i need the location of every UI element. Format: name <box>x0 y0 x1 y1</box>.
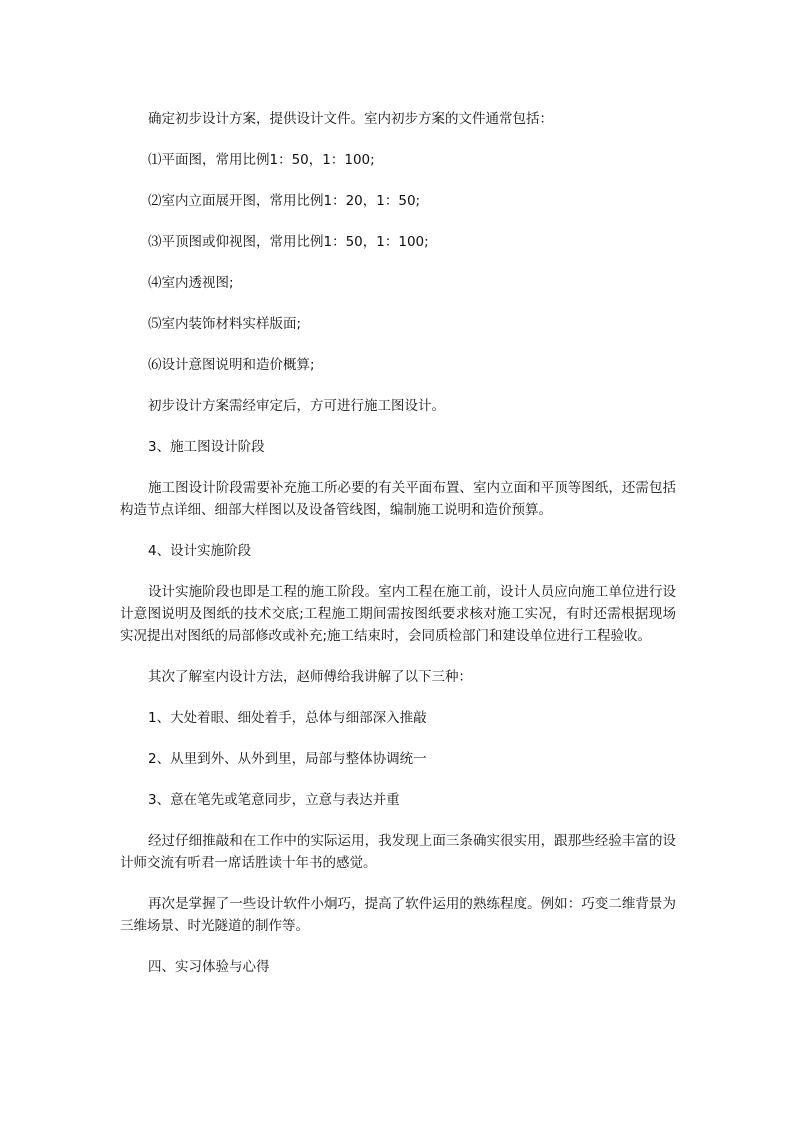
implementation-paragraph: 设计实施阶段也即是工程的施工阶段。室内工程在施工前，设计人员应向施工单位进行设计意图说明及图纸的技术交底;工程施工期间需按图纸要求核对施工实况，有时还需根据现场实况提出对图纸的局部修改或补充;施工结束时，会同质检部门和建设单位进行工程验收。 <box>120 584 676 644</box>
list-item-floor-plan: ⑴平面图，常用比例1：50，1：100; <box>148 152 375 168</box>
section-heading-construction-drawing: 3、施工图设计阶段 <box>148 439 265 455</box>
method-item-3: 3、意在笔先或笔意同步，立意与表达并重 <box>148 792 400 808</box>
intro-paragraph: 确定初步设计方案，提供设计文件。室内初步方案的文件通常包括： <box>148 111 553 127</box>
list-item-material-board: ⑸室内装饰材料实样版面; <box>148 316 302 332</box>
methods-intro-paragraph: 其次了解室内设计方法，赵师傅给我讲解了以下三种： <box>148 669 472 685</box>
document-page <box>120 108 676 997</box>
list-item-ceiling-plan: ⑶平顶图或仰视图，常用比例1：50，1：100; <box>148 234 429 250</box>
list-item-elevation: ⑵室内立面展开图，常用比例1：20，1：50; <box>148 193 421 209</box>
list-item-perspective: ⑷室内透视图; <box>148 275 234 291</box>
section-heading-implementation: 4、设计实施阶段 <box>148 543 252 559</box>
method-item-1: 1、大处着眼、细处着手，总体与细部深入推敲 <box>148 710 427 726</box>
list-item-design-notes: ⑹设计意图说明和造价概算; <box>148 357 315 373</box>
method-item-2: 2、从里到外、从外到里，局部与整体协调统一 <box>148 751 427 767</box>
section-heading-reflection: 四、实习体验与心得 <box>148 959 270 975</box>
software-paragraph: 再次是掌握了一些设计软件小炯巧，提高了软件运用的熟练程度。例如：巧变二维背景为三维场景、时光隧道的制作等。 <box>120 896 676 934</box>
experience-paragraph: 经过仔细推敲和在工作中的实际运用，我发现上面三条确实很实用，跟那些经验丰富的设计师交流有听君一席话胜读十年书的感觉。 <box>120 833 676 871</box>
construction-drawing-paragraph: 施工图设计阶段需要补充施工所必要的有关平面布置、室内立面和平顶等图纸，还需包括构造节点详细、细部大样图以及设备管线图，编制施工说明和造价预算。 <box>120 480 676 518</box>
approval-paragraph: 初步设计方案需经审定后，方可进行施工图设计。 <box>148 398 445 414</box>
